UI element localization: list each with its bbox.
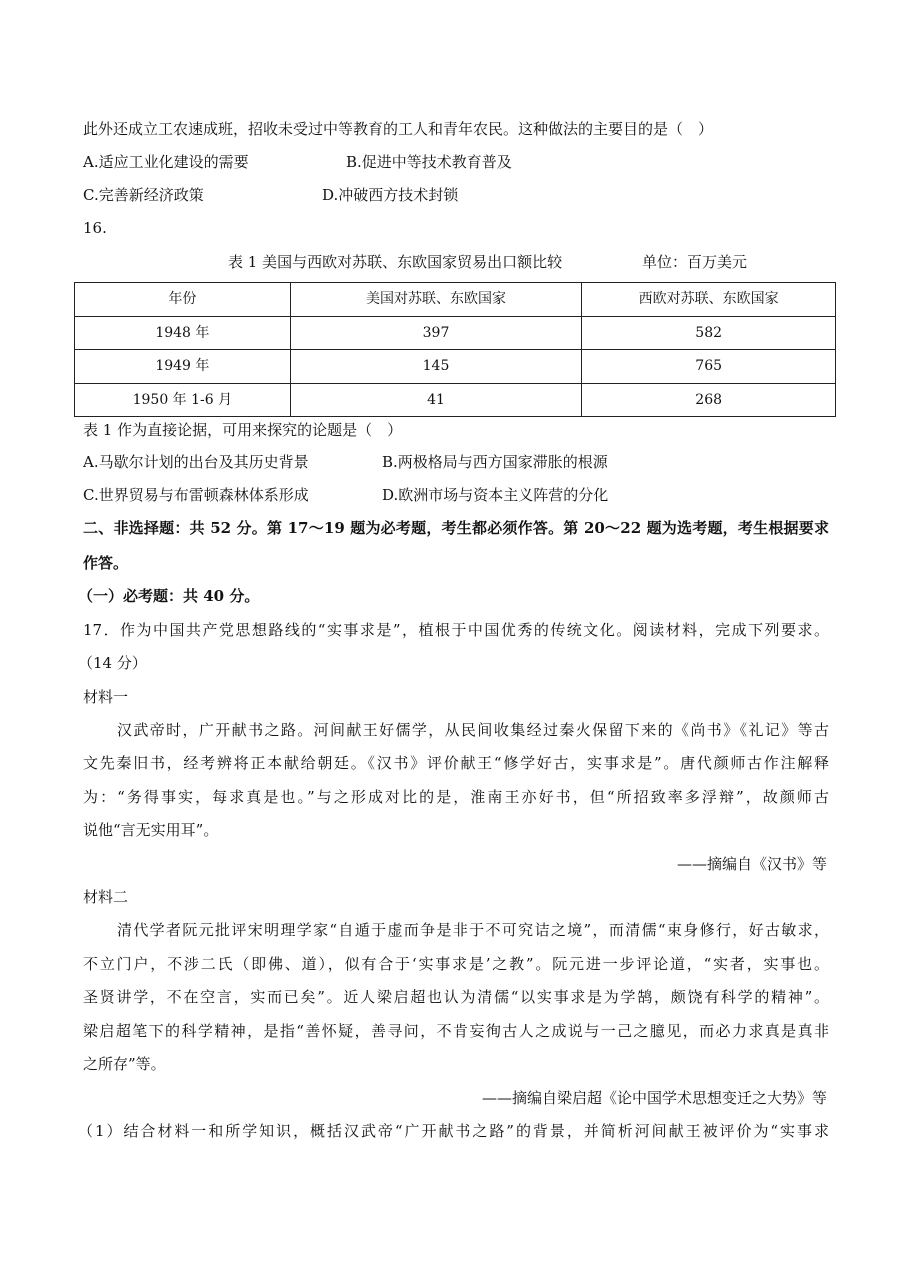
table-header-row: [75, 283, 836, 317]
table-cell: 1950 年 1-6 月: [75, 383, 291, 417]
q16-number: 16.: [83, 219, 107, 237]
table-cell: 1949 年: [75, 350, 291, 384]
table-cell: 41: [290, 383, 582, 417]
table-cell: 145: [290, 350, 582, 384]
table-cell: 1948 年: [75, 316, 291, 350]
material2-line: 不立门户，不涉二氏（即佛、道），似有合于‘实事求是’之教”。阮元进一步评论道，“实者，实事也。: [83, 955, 829, 973]
section2-heading-line2: 作答。: [83, 554, 129, 572]
table-cell: 582: [582, 316, 836, 350]
q17-stem-line2: （14 分）: [78, 654, 147, 672]
q17-sub1: （1）结合材料一和所学知识，概括汉武帝“广开献书之路”的背景，并简析河间献王被评价为“实事求: [78, 1122, 829, 1140]
table-caption: 表 1 美国与西欧对苏联、东欧国家贸易出口额比较: [228, 253, 563, 271]
q15-stem: 此外还成立工农速成班，招收未受过中等教育的工人和青年农民。这种做法的主要目的是（ ）: [83, 120, 714, 138]
material1-source: ——摘编自《汉书》等: [676, 855, 827, 873]
table-unit: 单位：百万美元: [642, 253, 748, 271]
q15-option-c: C.完善新经济政策: [83, 186, 204, 204]
material1-line: 说他“言无实用耳”。: [83, 821, 219, 839]
table-row: [75, 350, 836, 384]
material2-label: 材料二: [83, 888, 129, 906]
q17-stem-line1: 17．作为中国共产党思想路线的“实事求是”，植根于中国优秀的传统文化。阅读材料，完成下列要求。: [83, 621, 829, 639]
material2-line: 梁启超笔下的科学精神，是指“善怀疑，善寻问，不肯妄徇古人之成说与一己之臆见，而必力求真是真非: [83, 1022, 829, 1040]
trade-table: [74, 282, 836, 417]
table-row: [75, 316, 836, 350]
section2-sub-heading: （一）必考题：共 40 分。: [78, 587, 260, 605]
table-header-cell: 西欧对苏联、东欧国家: [582, 283, 836, 317]
material2-line: 圣贤讲学，不在空言，实而已矣”。近人梁启超也认为清儒“以实事求是为学鹄，颇饶有科学的精神”。: [83, 988, 829, 1006]
q15-option-d: D.冲破西方技术封锁: [322, 186, 459, 204]
table-cell: 765: [582, 350, 836, 384]
q15-option-a: A.适应工业化建设的需要: [83, 153, 249, 171]
q16-stem: 表 1 作为直接论据，可用来探究的论题是（ ）: [83, 421, 403, 439]
q16-option-c: C.世界贸易与布雷顿森林体系形成: [83, 486, 309, 504]
q15-option-b: B.促进中等技术教育普及: [346, 153, 512, 171]
material1-line: 为：“务得事实，每求真是也。”与之形成对比的是，淮南王亦好书，但“所招致率多浮辩”，故颜师古: [83, 788, 829, 806]
material2-line: 清代学者阮元批评宋明理学家“自遁于虚而争是非于不可究诘之境”，而清儒“束身修行，好古敏求，: [117, 921, 829, 939]
table-cell: 268: [582, 383, 836, 417]
material1-line: 汉武帝时，广开献书之路。河间献王好儒学，从民间收集经过秦火保留下来的《尚书》《礼记》等古: [117, 721, 829, 739]
q16-option-b: B.两极格局与西方国家滞胀的根源: [382, 453, 608, 471]
table-row: [75, 383, 836, 417]
material2-line: 之所存”等。: [83, 1055, 166, 1073]
section2-heading-line1: 二、非选择题：共 52 分。第 17～19 题为必考题，考生都必须作答。第 20～22 题为选考题，考生根据要求: [83, 519, 829, 537]
table-header-cell: 年份: [75, 283, 291, 317]
table-cell: 397: [290, 316, 582, 350]
table-header-cell: 美国对苏联、东欧国家: [290, 283, 582, 317]
q16-option-a: A.马歇尔计划的出台及其历史背景: [83, 453, 309, 471]
q16-option-d: D.欧洲市场与资本主义阵营的分化: [382, 486, 609, 504]
material1-label: 材料一: [83, 688, 129, 706]
material1-line: 文先秦旧书，经考辨将正本献给朝廷。《汉书》评价献王“修学好古，实事求是”。唐代颜师古作注解释: [83, 754, 829, 772]
material2-source: ——摘编自梁启超《论中国学术思想变迁之大势》等: [481, 1089, 827, 1107]
